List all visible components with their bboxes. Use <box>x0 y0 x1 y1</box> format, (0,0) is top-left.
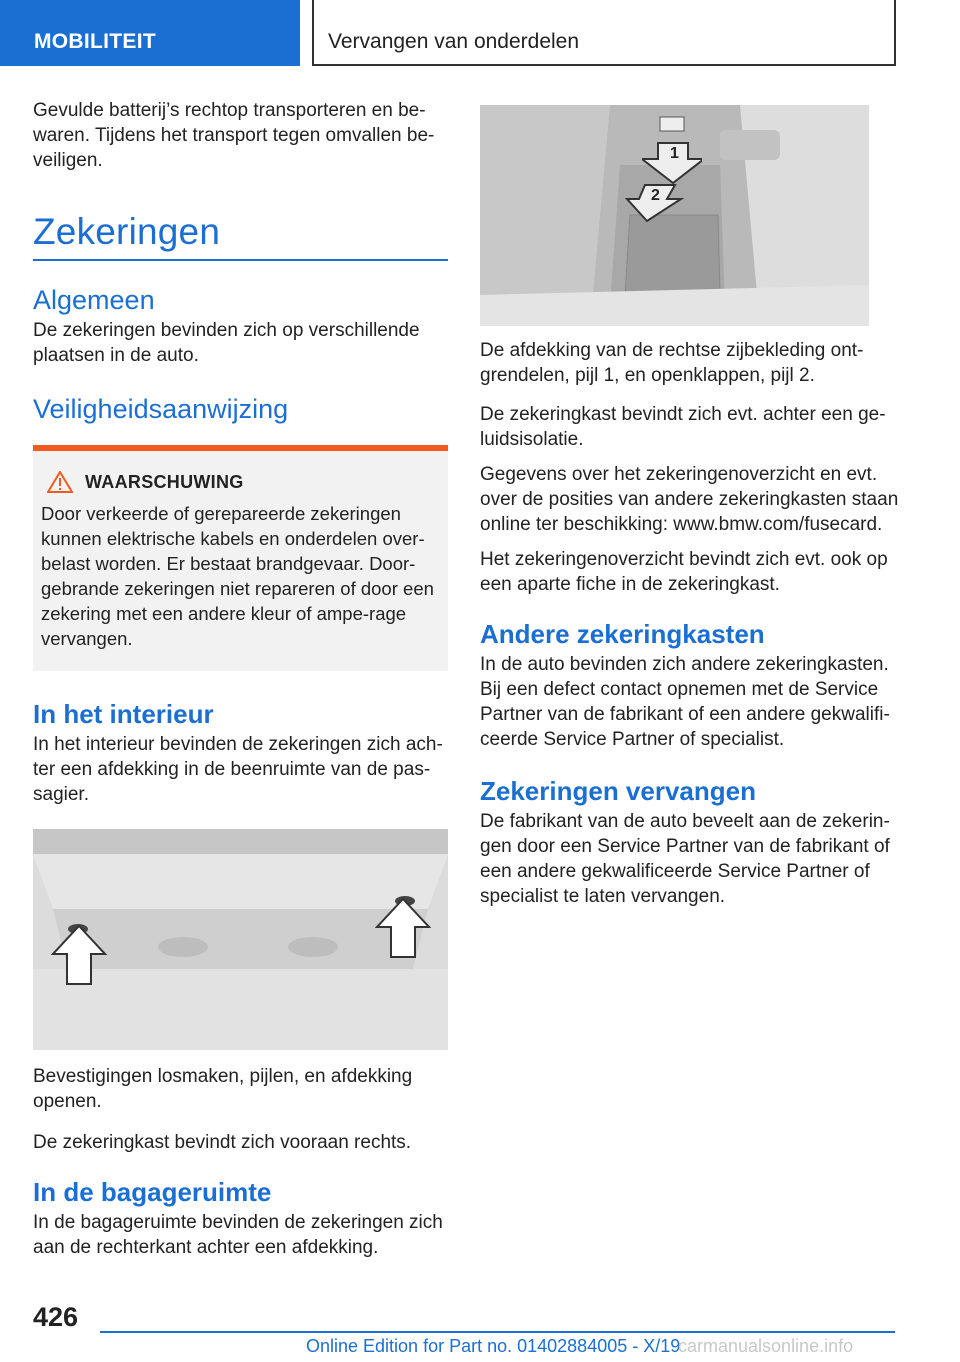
intro-paragraph: Gevulde batterij’s rechtop transporteren en be-waren. Tijdens het transport tegen omvallen be-veiligen. <box>33 100 435 171</box>
warning-box <box>33 445 448 671</box>
section-heading-block <box>33 211 448 261</box>
footer-watermark: carmanualsonline.info <box>678 1336 854 1356</box>
right-paragraph-1: De zekeringkast bevindt zich evt. achter een ge-luidsisolatie. <box>480 404 886 450</box>
arrow-up-left-icon <box>51 924 107 991</box>
interior-caption: Bevestigingen losmaken, pijlen, en afdekking openen. <box>33 1066 413 1112</box>
safety-heading: Veiligheidsaanwijzing <box>33 394 289 424</box>
warning-text: Door verkeerde of gerepareerde zekeringen kunnen elektrische kabels en onderdelen over-belast worden. Er bestaat brandgevaar. Door-gebrande zekeringen niet repareren of door een zekering met een andere kleur of ampe-rage vervangen. <box>41 503 434 649</box>
chapter-title: Vervangen van onderdelen <box>328 30 580 53</box>
arrow-2-icon <box>625 183 685 228</box>
page-title: Zekeringen <box>33 211 221 252</box>
chapter-header <box>312 0 896 66</box>
trunk-text: In de bagageruimte bevinden de zekeringen zich aan de rechterkant achter een afdekking. <box>33 1212 443 1258</box>
replace-fuses-text: De fabrikant van de auto beveelt aan de zekerin-gen door een Service Partner van de fabrikant of een andere gekwalificeerde Service Partner of specialist te laten vervangen. <box>480 811 890 907</box>
general-text: De zekeringen bevinden zich op verschillende plaatsen in de auto. <box>33 320 420 366</box>
trunk-figure <box>480 105 869 326</box>
arrow-2-label: 2 <box>651 187 660 204</box>
title-underline <box>33 259 448 261</box>
other-fuseboxes-text: In de auto bevinden zich andere zekeringkasten. Bij een defect contact opnemen met de Service Partner van de fabrikant of een andere gekwalifi-ceerde Service Partner of specialist. <box>480 654 890 750</box>
page-number: 426 <box>33 1302 79 1332</box>
warning-triangle-icon <box>47 471 73 493</box>
interior-heading: In het interieur <box>33 699 214 729</box>
other-fuseboxes-heading: Andere zekeringkasten <box>480 619 765 649</box>
section-title: MOBILITEIT <box>34 30 156 53</box>
interior-location: De zekeringkast bevindt zich vooraan rechts. <box>33 1132 412 1153</box>
trunk-heading: In de bagageruimte <box>33 1177 272 1207</box>
right-paragraph-3: Het zekeringenoverzicht bevindt zich evt. ook op een aparte fiche in de zekeringkast. <box>480 549 888 595</box>
interior-text: In het interieur bevinden de zekeringen zich ach-ter een afdekking in de beenruimte van de pas-sagier. <box>33 734 443 805</box>
trunk-caption: De afdekking van de rechtse zijbekleding ont-grendelen, pijl 1, en openklappen, pijl 2. <box>480 340 864 386</box>
section-tab <box>0 0 300 66</box>
arrow-up-right-icon <box>375 897 431 964</box>
replace-fuses-heading: Zekeringen vervangen <box>480 776 756 806</box>
interior-figure <box>33 829 448 1050</box>
warning-header <box>47 471 440 493</box>
arrow-1-label: 1 <box>670 145 679 162</box>
footer-rule <box>100 1331 895 1333</box>
footer-edition: Online Edition for Part no. 01402884005 - X/19 <box>306 1336 681 1356</box>
warning-label: WAARSCHUWING <box>85 471 244 492</box>
right-column <box>480 105 900 909</box>
left-column <box>33 98 448 1260</box>
right-paragraph-2: Gegevens over het zekeringenoverzicht en evt. over de posities van andere zekeringkasten staan online ter beschikking: www.bmw.com/fusecard. <box>480 464 899 535</box>
general-heading: Algemeen <box>33 285 155 315</box>
